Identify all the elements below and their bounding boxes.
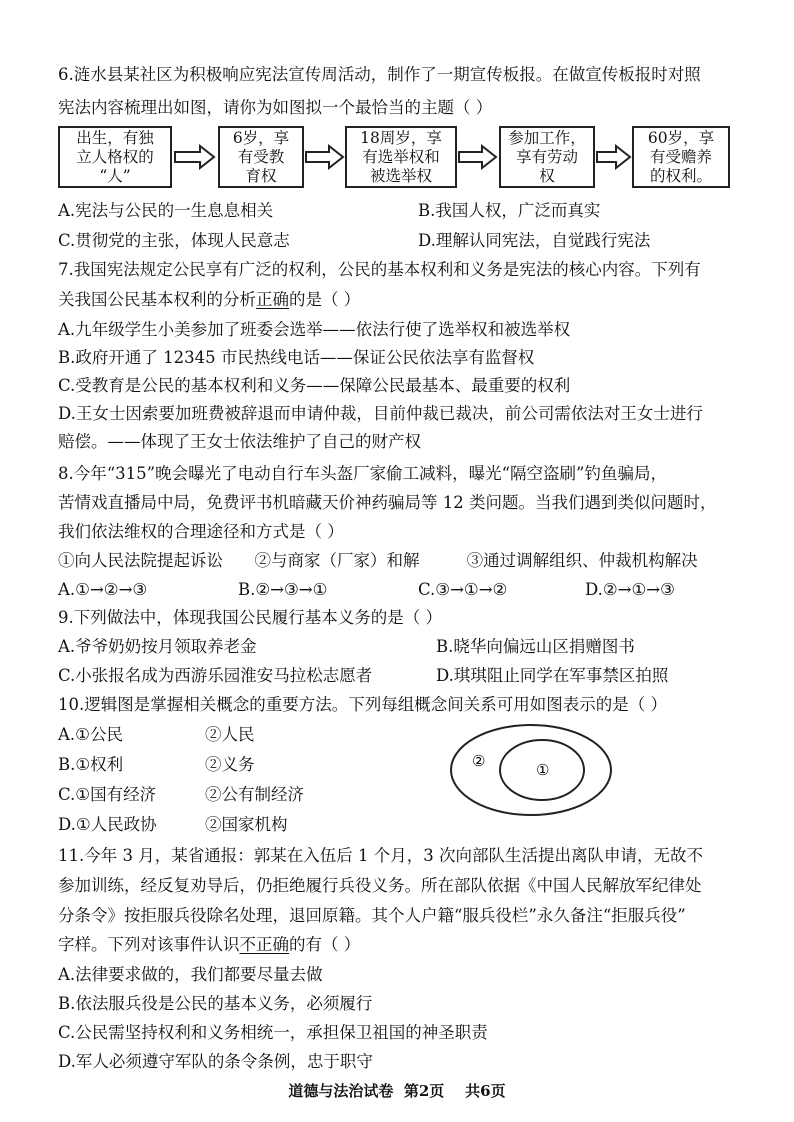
q11-stem-line3: 分条令》按拒服兵役除名处理，退回原籍。其个人户籍“服兵役栏”永久备注“拒服兵役”: [58, 906, 686, 925]
q8-stem-line3: 我们依法维权的合理途径和方式是（ ）: [58, 522, 344, 541]
q8-stem-line2: 苦情戏直播局中局，免费评书机暗藏天价神药骗局等 12 类问题。当我们遇到类似问题时，: [58, 493, 717, 512]
q8-stem-line1: 8.今年“315”晚会曝光了电动自行车头盔厂家偷工减料，曝光“隔空盗刷”钓鱼骗局，: [58, 464, 667, 483]
q6-option-c: C.贯彻党的主张，体现人民意志: [58, 231, 290, 250]
q7-option-d-line1: D.王女士因索要加班费被辞退而申请仲裁，目前仲裁已裁决，前公司需依法对王女士进行: [58, 404, 703, 423]
q10-option-a-left: A.①公民: [58, 725, 123, 744]
q10-stem: 10.逻辑图是掌握相关概念的重要方法。下列每组概念间关系可用如图表示的是（ ）: [58, 695, 667, 714]
venn-outer-label: ②: [472, 752, 486, 770]
q7-emphasis: 正确: [256, 290, 289, 309]
flow-box-age60: 60岁，享 有受赡养 的权利。: [632, 126, 730, 188]
flow-arrow-icon: [305, 144, 345, 170]
q8-items: ①向人民法院提起诉讼 ②与商家（厂家）和解 ③通过调解组织、仲裁机构解决: [58, 551, 698, 570]
q10-venn-diagram: [448, 722, 614, 818]
q7-option-a: A.九年级学生小美参加了班委会选举——依法行使了选举权和被选举权: [58, 320, 571, 339]
q10-option-b-left: B.①权利: [58, 755, 124, 774]
venn-inner-label: ①: [536, 761, 550, 779]
q7-option-d-line2: 赔偿。——体现了王女士依法维护了自己的财产权: [58, 432, 421, 451]
q11-option-c: C.公民需坚持权利和义务相统一，承担保卫祖国的神圣职责: [58, 1023, 488, 1042]
q7-stem-line1: 7.我国宪法规定公民享有广泛的权利，公民的基本权利和义务是宪法的核心内容。下列有: [58, 260, 701, 279]
q8-option-a: A.①→②→③: [58, 580, 148, 599]
q11-option-a: A.法律要求做的，我们都要尽量去做: [58, 965, 323, 984]
q11-emphasis: 不正确: [239, 935, 289, 954]
q6-option-b: B.我国人权，广泛而真实: [418, 201, 601, 220]
q11-option-d: D.军人必须遵守军队的条令条例，忠于职守: [58, 1052, 373, 1071]
q11-option-b: B.依法服兵役是公民的基本义务，必须履行: [58, 994, 373, 1013]
q10-option-c-right: ②公有制经济: [205, 785, 304, 804]
q8-option-c: C.③→①→②: [418, 580, 508, 599]
q9-option-a: A.爷爷奶奶按月领取养老金: [58, 637, 257, 656]
q6-option-d: D.理解认同宪法，自觉践行宪法: [418, 231, 651, 250]
flow-box-birth: 出生，有独 立人格权的 “人”: [58, 126, 172, 188]
q8-option-b: B.②→③→①: [238, 580, 328, 599]
q7-stem-line2: 关我国公民基本权利的分析正确的是（ ）: [58, 290, 361, 309]
q10-option-d-right: ②国家机构: [205, 815, 288, 834]
q11-stem-line4: 字样。下列对该事件认识不正确的有（ ）: [58, 935, 361, 954]
flow-arrow-icon: [596, 144, 632, 170]
flow-arrow-icon: [458, 144, 498, 170]
flow-arrow-icon: [174, 144, 216, 170]
venn-outer-ellipse: [451, 725, 611, 815]
q8-option-d: D.②→①→③: [585, 580, 675, 599]
q11-stem-line2: 参加训练，经反复劝导后，仍拒绝履行兵役义务。所在部队依据《中国人民解放军纪律处: [58, 876, 702, 895]
q10-option-b-right: ②义务: [205, 755, 255, 774]
flow-box-age6: 6岁，享 有受教 育权: [218, 126, 304, 188]
q10-option-a-right: ②人民: [205, 725, 255, 744]
q6-option-a: A.宪法与公民的一生息息相关: [58, 201, 274, 220]
flow-box-age18: 18周岁，享 有选举权和 被选举权: [345, 126, 457, 188]
page-footer: 道德与法治试卷 第2页 共6页: [288, 1082, 506, 1100]
q11-stem-line1: 11.今年 3 月，某省通报：郭某在入伍后 1 个月，3 次向部队生活提出离队申请，无故不: [58, 846, 703, 865]
q6-stem-line1: 6.涟水县某社区为积极响应宪法宣传周活动，制作了一期宣传板报。在做宣传板报时对照: [58, 65, 701, 84]
q10-option-c-left: C.①国有经济: [58, 785, 157, 804]
q6-stem-line2: 宪法内容梳理出如图，请你为如图拟一个最恰当的主题（ ）: [58, 98, 493, 117]
q10-option-d-left: D.①人民政协: [58, 815, 157, 834]
q7-option-b: B.政府开通了 12345 市民热线电话——保证公民依法享有监督权: [58, 348, 535, 367]
q9-option-c: C.小张报名成为西游乐园淮安马拉松志愿者: [58, 666, 373, 685]
q9-option-d: D.琪琪阻止同学在军事禁区拍照: [436, 666, 669, 685]
q7-option-c: C.受教育是公民的基本权利和义务——保障公民最基本、最重要的权利: [58, 376, 571, 395]
flow-box-work: 参加工作， 享有劳动 权: [499, 126, 595, 188]
q9-option-b: B.晓华向偏远山区捐赠图书: [436, 637, 635, 656]
q9-stem: 9.下列做法中，体现我国公民履行基本义务的是（ ）: [58, 608, 442, 627]
